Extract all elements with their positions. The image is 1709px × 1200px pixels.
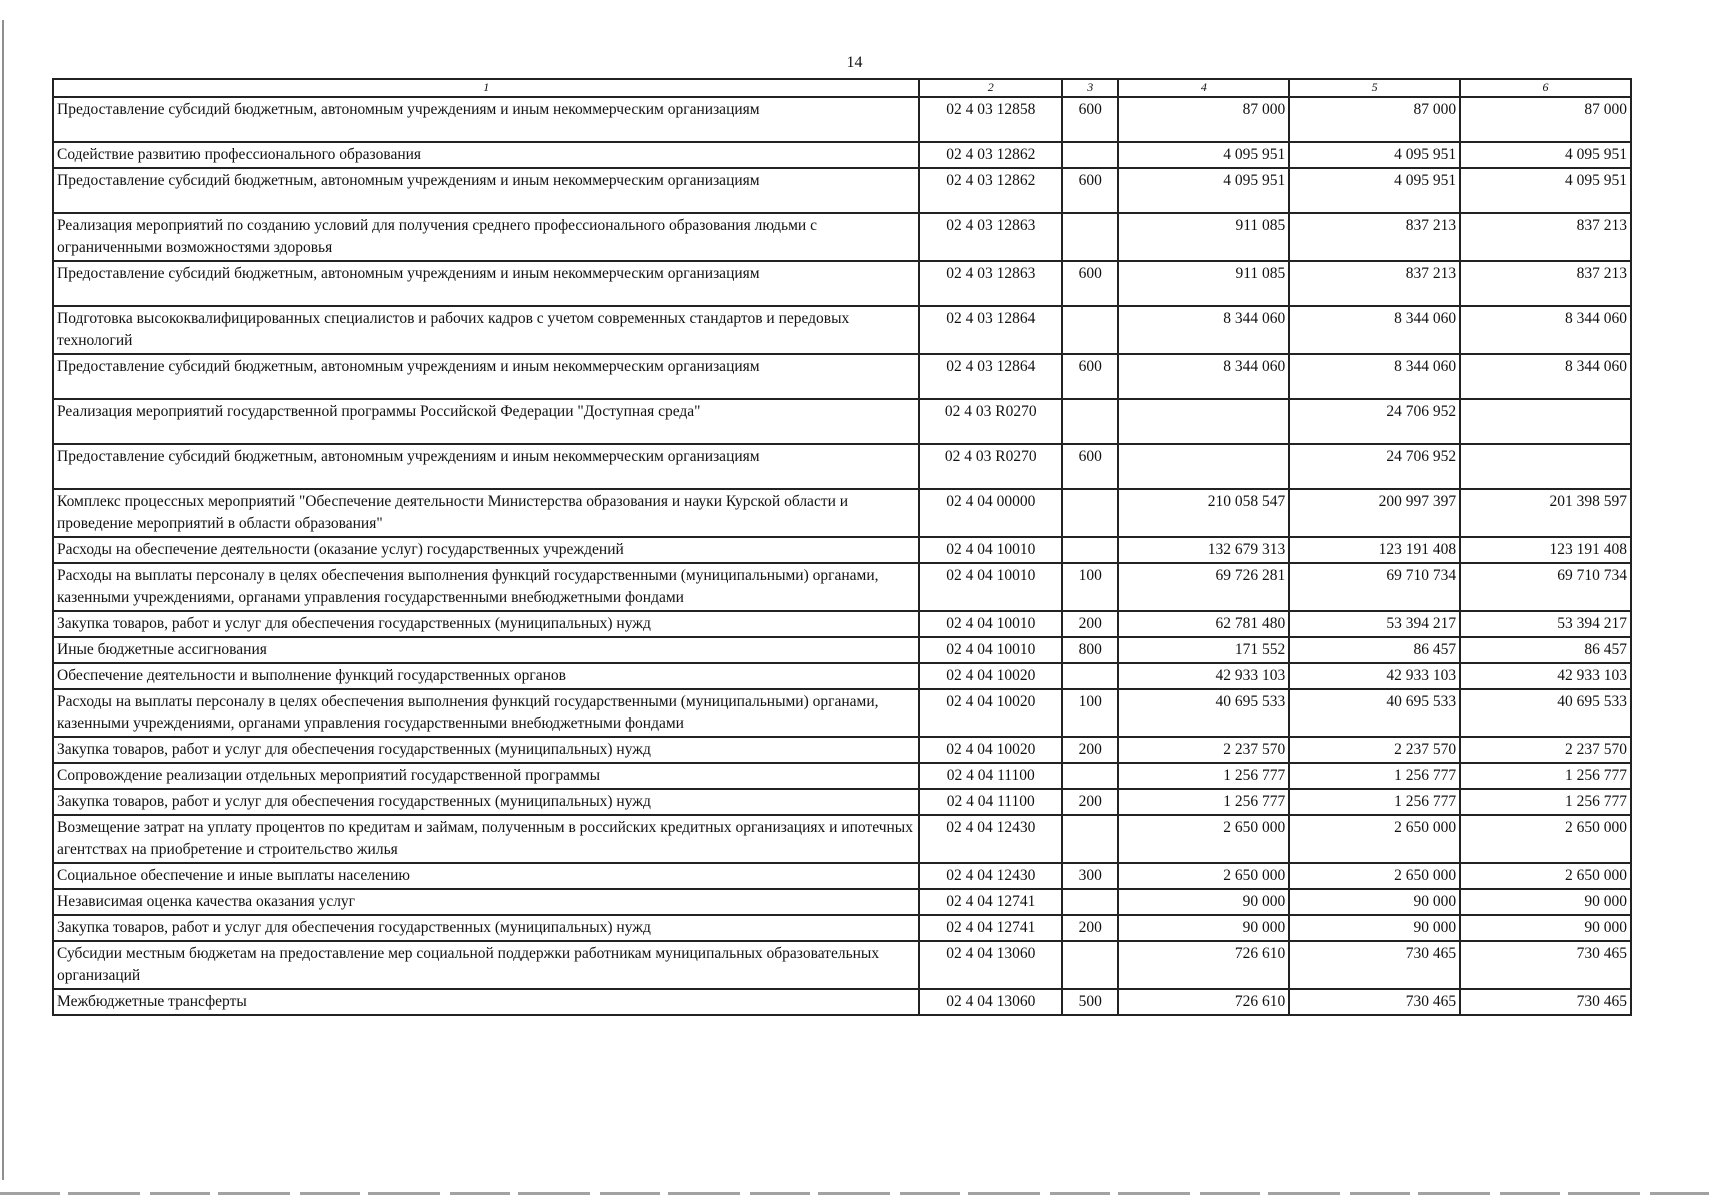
row-amount-col-5: 53 394 217 — [1289, 611, 1460, 637]
row-amount-col-5: 1 256 777 — [1289, 763, 1460, 789]
row-amount-col-4: 2 650 000 — [1118, 815, 1289, 863]
column-number-6: 6 — [1460, 79, 1631, 97]
row-name: Сопровождение реализации отдельных мероприятий государственной программы — [53, 763, 919, 789]
column-number-1: 1 — [53, 79, 919, 97]
row-code: 02 4 04 12430 — [919, 815, 1062, 863]
row-amount-col-4: 1 256 777 — [1118, 763, 1289, 789]
row-name: Реализация мероприятий по созданию условий для получения среднего профессионального образования людьми с ограниченными возможностями здоровья — [53, 213, 919, 261]
row-expense-type — [1062, 142, 1118, 168]
row-expense-type: 200 — [1062, 737, 1118, 763]
row-amount-col-4 — [1118, 399, 1289, 444]
row-expense-type: 100 — [1062, 689, 1118, 737]
table-row — [53, 863, 1631, 889]
row-code: 02 4 03 12858 — [919, 97, 1062, 142]
row-amount-col-6: 53 394 217 — [1460, 611, 1631, 637]
row-amount-col-6: 730 465 — [1460, 941, 1631, 989]
row-amount-col-4: 2 650 000 — [1118, 863, 1289, 889]
row-expense-type: 600 — [1062, 444, 1118, 489]
row-name: Межбюджетные трансферты — [53, 989, 919, 1015]
row-amount-col-5: 69 710 734 — [1289, 563, 1460, 611]
row-name: Закупка товаров, работ и услуг для обеспечения государственных (муниципальных) нужд — [53, 737, 919, 763]
row-code: 02 4 04 10020 — [919, 737, 1062, 763]
row-amount-col-5: 200 997 397 — [1289, 489, 1460, 537]
row-expense-type — [1062, 815, 1118, 863]
column-number-row — [53, 79, 1631, 97]
table-row — [53, 989, 1631, 1015]
row-expense-type: 100 — [1062, 563, 1118, 611]
row-amount-col-6: 87 000 — [1460, 97, 1631, 142]
row-code: 02 4 04 12741 — [919, 915, 1062, 941]
column-number-2: 2 — [919, 79, 1062, 97]
row-amount-col-4 — [1118, 444, 1289, 489]
row-expense-type — [1062, 889, 1118, 915]
row-amount-col-5: 40 695 533 — [1289, 689, 1460, 737]
row-expense-type — [1062, 489, 1118, 537]
row-code: 02 4 03 R0270 — [919, 444, 1062, 489]
row-expense-type — [1062, 399, 1118, 444]
row-amount-col-6: 2 650 000 — [1460, 815, 1631, 863]
row-amount-col-5: 2 237 570 — [1289, 737, 1460, 763]
row-amount-col-5: 730 465 — [1289, 941, 1460, 989]
row-expense-type: 600 — [1062, 354, 1118, 399]
row-amount-col-6: 2 237 570 — [1460, 737, 1631, 763]
column-number-5: 5 — [1289, 79, 1460, 97]
row-amount-col-5: 90 000 — [1289, 889, 1460, 915]
row-amount-col-6: 2 650 000 — [1460, 863, 1631, 889]
row-name: Подготовка высококвалифицированных специалистов и рабочих кадров с учетом современных стандартов и передовых технологий — [53, 306, 919, 354]
row-amount-col-5: 1 256 777 — [1289, 789, 1460, 815]
row-amount-col-6: 837 213 — [1460, 261, 1631, 306]
row-code: 02 4 03 12863 — [919, 213, 1062, 261]
row-amount-col-5: 90 000 — [1289, 915, 1460, 941]
table-row — [53, 213, 1631, 261]
row-expense-type: 200 — [1062, 789, 1118, 815]
row-code: 02 4 04 11100 — [919, 763, 1062, 789]
row-name: Закупка товаров, работ и услуг для обеспечения государственных (муниципальных) нужд — [53, 789, 919, 815]
table-row — [53, 941, 1631, 989]
table-body — [53, 97, 1631, 1015]
row-name: Предоставление субсидий бюджетным, автономным учреждениям и иным некоммерческим организациям — [53, 444, 919, 489]
row-name: Закупка товаров, работ и услуг для обеспечения государственных (муниципальных) нужд — [53, 915, 919, 941]
row-amount-col-4: 62 781 480 — [1118, 611, 1289, 637]
row-amount-col-4: 4 095 951 — [1118, 168, 1289, 213]
row-amount-col-5: 8 344 060 — [1289, 354, 1460, 399]
table-row — [53, 444, 1631, 489]
row-amount-col-5: 837 213 — [1289, 213, 1460, 261]
row-amount-col-6 — [1460, 399, 1631, 444]
row-expense-type: 500 — [1062, 989, 1118, 1015]
row-amount-col-4: 4 095 951 — [1118, 142, 1289, 168]
row-amount-col-4: 90 000 — [1118, 889, 1289, 915]
row-name: Возмещение затрат на уплату процентов по кредитам и займам, полученным в российских кредитных организациях и ипотечных агентствах на приобретение и строительство жилья — [53, 815, 919, 863]
table-row — [53, 489, 1631, 537]
row-amount-col-4: 911 085 — [1118, 261, 1289, 306]
row-name: Закупка товаров, работ и услуг для обеспечения государственных (муниципальных) нужд — [53, 611, 919, 637]
row-amount-col-6: 90 000 — [1460, 889, 1631, 915]
budget-table — [52, 78, 1632, 1016]
row-amount-col-6: 837 213 — [1460, 213, 1631, 261]
row-expense-type: 200 — [1062, 915, 1118, 941]
row-name: Расходы на обеспечение деятельности (оказание услуг) государственных учреждений — [53, 537, 919, 563]
row-amount-col-6 — [1460, 444, 1631, 489]
page-number: 14 — [846, 54, 863, 71]
table-row — [53, 354, 1631, 399]
row-name: Расходы на выплаты персоналу в целях обеспечения выполнения функций государственными (муниципальными) органами, казенными учреждениями, органами управления государственными внебюджетными фондами — [53, 689, 919, 737]
table-row — [53, 889, 1631, 915]
row-amount-col-5: 837 213 — [1289, 261, 1460, 306]
row-code: 02 4 04 12430 — [919, 863, 1062, 889]
row-name: Иные бюджетные ассигнования — [53, 637, 919, 663]
row-expense-type — [1062, 537, 1118, 563]
scan-edge-line — [2, 20, 4, 1180]
row-expense-type — [1062, 763, 1118, 789]
row-code: 02 4 03 12863 — [919, 261, 1062, 306]
table-row — [53, 399, 1631, 444]
row-amount-col-6: 123 191 408 — [1460, 537, 1631, 563]
row-code: 02 4 04 10020 — [919, 663, 1062, 689]
table-row — [53, 142, 1631, 168]
table-row — [53, 261, 1631, 306]
row-name: Предоставление субсидий бюджетным, автономным учреждениям и иным некоммерческим организациям — [53, 97, 919, 142]
table-row — [53, 737, 1631, 763]
row-name: Предоставление субсидий бюджетным, автономным учреждениям и иным некоммерческим организациям — [53, 168, 919, 213]
row-amount-col-6: 40 695 533 — [1460, 689, 1631, 737]
row-amount-col-6: 730 465 — [1460, 989, 1631, 1015]
row-amount-col-5: 2 650 000 — [1289, 815, 1460, 863]
column-number-3: 3 — [1062, 79, 1118, 97]
row-amount-col-4: 726 610 — [1118, 941, 1289, 989]
row-amount-col-6: 4 095 951 — [1460, 142, 1631, 168]
row-code: 02 4 03 12862 — [919, 142, 1062, 168]
table-row — [53, 611, 1631, 637]
table-row — [53, 689, 1631, 737]
row-code: 02 4 03 12864 — [919, 306, 1062, 354]
column-number-4: 4 — [1118, 79, 1289, 97]
row-amount-col-5: 2 650 000 — [1289, 863, 1460, 889]
row-amount-col-6: 42 933 103 — [1460, 663, 1631, 689]
row-amount-col-5: 24 706 952 — [1289, 399, 1460, 444]
row-amount-col-6: 1 256 777 — [1460, 789, 1631, 815]
row-name: Независимая оценка качества оказания услуг — [53, 889, 919, 915]
row-amount-col-4: 69 726 281 — [1118, 563, 1289, 611]
row-name: Субсидии местным бюджетам на предоставление мер социальной поддержки работникам муниципальных образовательных организаций — [53, 941, 919, 989]
row-amount-col-4: 8 344 060 — [1118, 354, 1289, 399]
row-amount-col-5: 8 344 060 — [1289, 306, 1460, 354]
row-amount-col-4: 90 000 — [1118, 915, 1289, 941]
row-name: Социальное обеспечение и иные выплаты населению — [53, 863, 919, 889]
row-amount-col-4: 40 695 533 — [1118, 689, 1289, 737]
table-row — [53, 537, 1631, 563]
table-row — [53, 306, 1631, 354]
row-expense-type: 600 — [1062, 168, 1118, 213]
table-row — [53, 637, 1631, 663]
row-amount-col-6: 8 344 060 — [1460, 306, 1631, 354]
row-amount-col-4: 171 552 — [1118, 637, 1289, 663]
row-expense-type: 200 — [1062, 611, 1118, 637]
table-row — [53, 763, 1631, 789]
row-code: 02 4 03 R0270 — [919, 399, 1062, 444]
row-amount-col-5: 86 457 — [1289, 637, 1460, 663]
row-code: 02 4 04 12741 — [919, 889, 1062, 915]
row-expense-type: 600 — [1062, 97, 1118, 142]
row-amount-col-6: 201 398 597 — [1460, 489, 1631, 537]
row-expense-type — [1062, 663, 1118, 689]
row-code: 02 4 04 13060 — [919, 941, 1062, 989]
row-amount-col-5: 24 706 952 — [1289, 444, 1460, 489]
row-amount-col-4: 132 679 313 — [1118, 537, 1289, 563]
row-amount-col-5: 730 465 — [1289, 989, 1460, 1015]
table-row — [53, 563, 1631, 611]
row-expense-type: 300 — [1062, 863, 1118, 889]
row-amount-col-5: 4 095 951 — [1289, 168, 1460, 213]
row-amount-col-4: 2 237 570 — [1118, 737, 1289, 763]
table-row — [53, 915, 1631, 941]
row-code: 02 4 04 10010 — [919, 563, 1062, 611]
row-amount-col-6: 90 000 — [1460, 915, 1631, 941]
row-name: Реализация мероприятий государственной программы Российской Федерации "Доступная среда" — [53, 399, 919, 444]
table-row — [53, 815, 1631, 863]
row-code: 02 4 03 12864 — [919, 354, 1062, 399]
row-expense-type: 800 — [1062, 637, 1118, 663]
row-amount-col-4: 1 256 777 — [1118, 789, 1289, 815]
table-row — [53, 97, 1631, 142]
row-amount-col-5: 4 095 951 — [1289, 142, 1460, 168]
row-code: 02 4 04 00000 — [919, 489, 1062, 537]
row-expense-type: 600 — [1062, 261, 1118, 306]
row-amount-col-4: 8 344 060 — [1118, 306, 1289, 354]
row-amount-col-6: 69 710 734 — [1460, 563, 1631, 611]
row-code: 02 4 04 10010 — [919, 637, 1062, 663]
row-amount-col-6: 8 344 060 — [1460, 354, 1631, 399]
row-code: 02 4 04 10020 — [919, 689, 1062, 737]
row-code: 02 4 04 10010 — [919, 537, 1062, 563]
table-row — [53, 789, 1631, 815]
table-row — [53, 168, 1631, 213]
row-name: Комплекс процессных мероприятий "Обеспечение деятельности Министерства образования и науки Курской области и проведение мероприятий в области образования" — [53, 489, 919, 537]
table-row — [53, 663, 1631, 689]
row-expense-type — [1062, 941, 1118, 989]
row-amount-col-4: 42 933 103 — [1118, 663, 1289, 689]
row-code: 02 4 04 10010 — [919, 611, 1062, 637]
row-amount-col-5: 42 933 103 — [1289, 663, 1460, 689]
row-expense-type — [1062, 213, 1118, 261]
row-amount-col-6: 4 095 951 — [1460, 168, 1631, 213]
row-amount-col-4: 87 000 — [1118, 97, 1289, 142]
row-name: Предоставление субсидий бюджетным, автономным учреждениям и иным некоммерческим организациям — [53, 354, 919, 399]
row-name: Содействие развитию профессионального образования — [53, 142, 919, 168]
row-amount-col-6: 86 457 — [1460, 637, 1631, 663]
scan-bottom-line — [0, 1192, 1709, 1195]
row-code: 02 4 04 13060 — [919, 989, 1062, 1015]
row-code: 02 4 04 11100 — [919, 789, 1062, 815]
row-amount-col-6: 1 256 777 — [1460, 763, 1631, 789]
row-amount-col-4: 726 610 — [1118, 989, 1289, 1015]
row-amount-col-4: 210 058 547 — [1118, 489, 1289, 537]
row-amount-col-5: 87 000 — [1289, 97, 1460, 142]
row-amount-col-5: 123 191 408 — [1289, 537, 1460, 563]
row-code: 02 4 03 12862 — [919, 168, 1062, 213]
row-name: Предоставление субсидий бюджетным, автономным учреждениям и иным некоммерческим организациям — [53, 261, 919, 306]
row-amount-col-4: 911 085 — [1118, 213, 1289, 261]
row-name: Расходы на выплаты персоналу в целях обеспечения выполнения функций государственными (муниципальными) органами, казенными учреждениями, органами управления государственными внебюджетными фондами — [53, 563, 919, 611]
row-name: Обеспечение деятельности и выполнение функций государственных органов — [53, 663, 919, 689]
row-expense-type — [1062, 306, 1118, 354]
